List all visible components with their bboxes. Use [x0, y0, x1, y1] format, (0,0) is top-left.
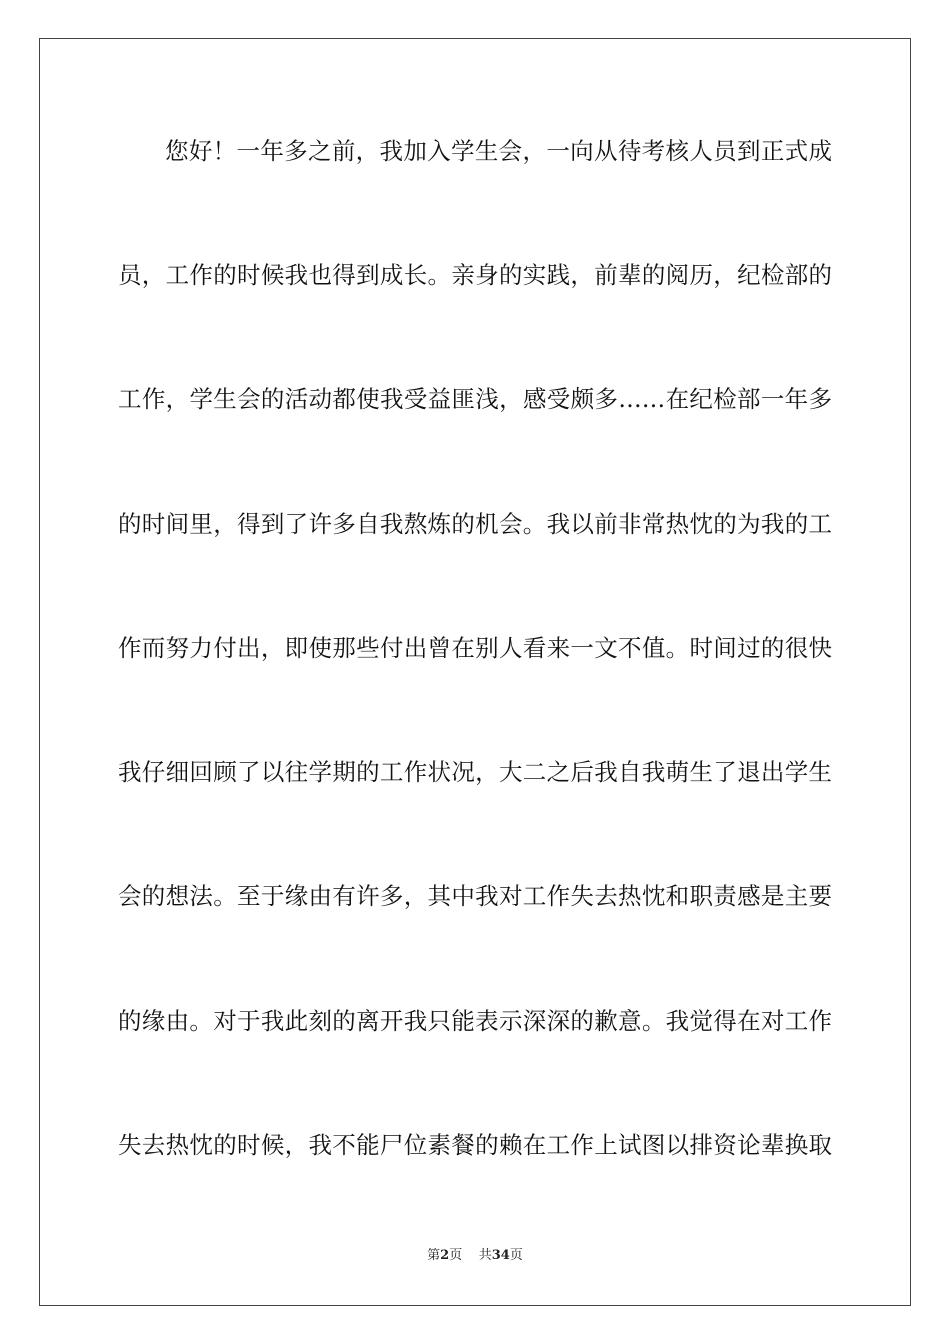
- text-line: 的时间里，得到了许多自我熬炼的机会。我以前非常热忱的为我的工: [118, 510, 832, 538]
- page-border: [39, 38, 911, 1306]
- footer-suffix: 页: [509, 1248, 523, 1263]
- text-line: 员，工作的时候我也得到成长。亲身的实践，前辈的阅历，纪检部的: [118, 261, 832, 289]
- footer-mid: 页 共: [449, 1248, 492, 1263]
- text-line: 我仔细回顾了以往学期的工作状况，大二之后我自我萌生了退出学生: [118, 758, 832, 786]
- text-line: 作而努力付出，即使那些付出曾在别人看来一文不值。时间过的很快: [118, 634, 832, 662]
- text-line: 失去热忱的时候，我不能尸位素餐的赖在工作上试图以排资论辈换取: [118, 1131, 832, 1159]
- text-line: 的缘由。对于我此刻的离开我只能表示深深的歉意。我觉得在对工作: [118, 1007, 832, 1035]
- page-footer: [0, 1247, 950, 1265]
- text-line: 工作，学生会的活动都使我受益匪浅，感受颇多……在纪检部一年多: [118, 385, 832, 413]
- text-line: 会的想法。至于缘由有许多，其中我对工作失去热忱和职责感是主要: [118, 882, 832, 910]
- footer-prefix: 第: [427, 1248, 441, 1263]
- total-page-count: 34: [491, 1248, 510, 1263]
- text-line: 您好！一年多之前，我加入学生会，一向从待考核人员到正式成: [165, 137, 832, 165]
- current-page-number: 2: [440, 1248, 450, 1263]
